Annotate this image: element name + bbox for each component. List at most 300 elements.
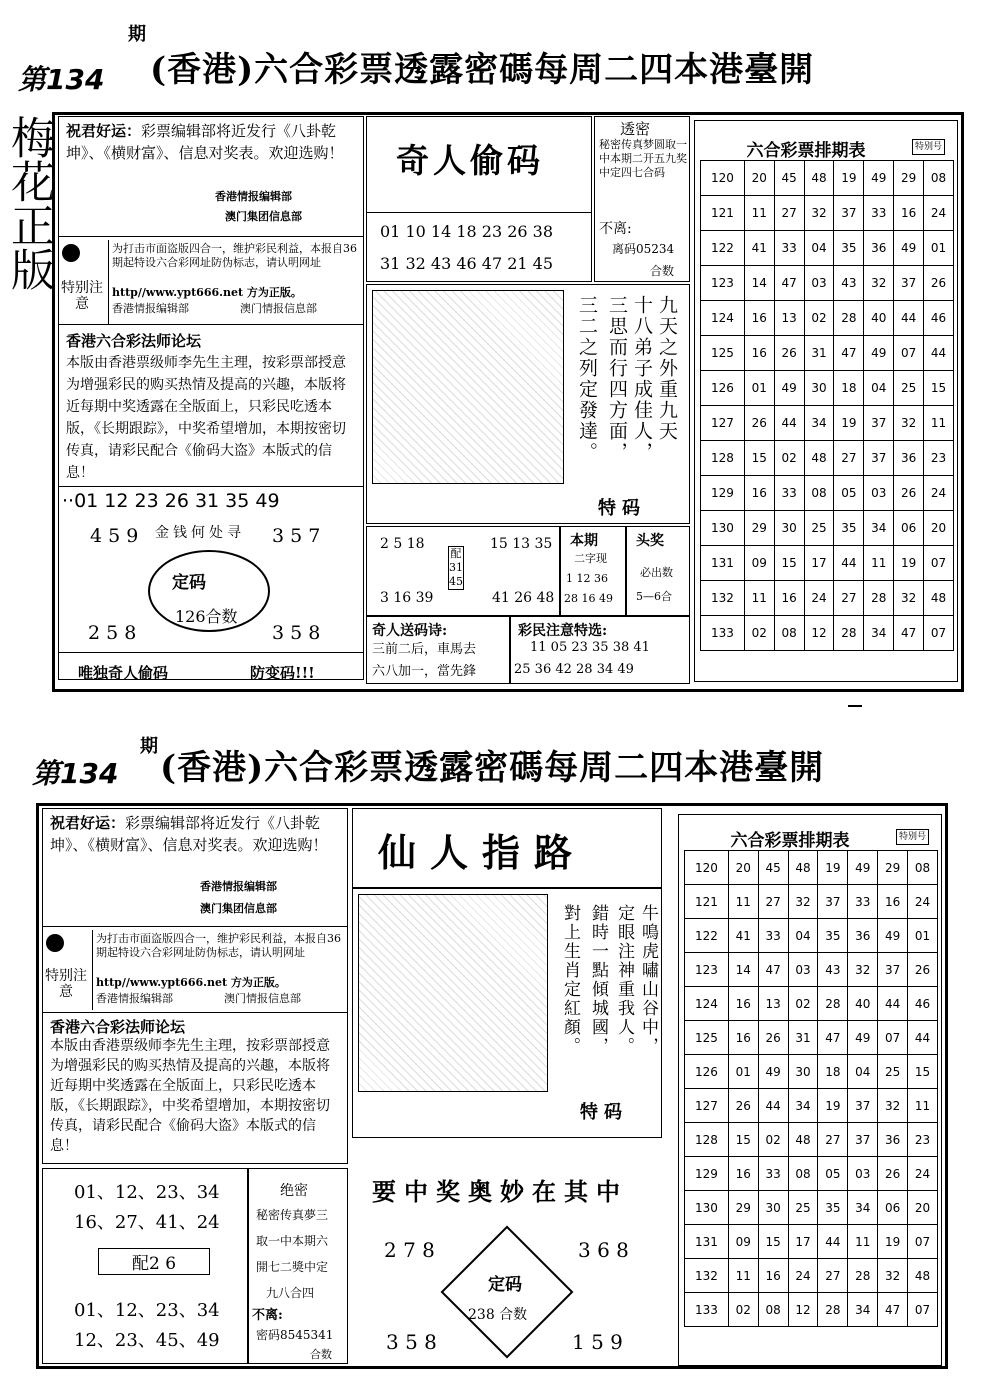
schedule-number-cell: 19 xyxy=(834,161,864,196)
schedule-number-cell: 24 xyxy=(908,1157,938,1191)
schedule-number-cell: 15 xyxy=(908,1055,938,1089)
schedule-number-cell: 35 xyxy=(818,919,848,953)
schedule-number-cell: 07 xyxy=(924,616,954,651)
songma-line-1: 三前二后，車馬去 xyxy=(372,642,477,657)
schedule-number-cell: 46 xyxy=(924,301,954,336)
schedule-row xyxy=(685,1055,938,1089)
schedule-issue-cell: 128 xyxy=(701,441,745,476)
schedule-table-2 xyxy=(684,850,938,1327)
schedule-number-cell: 49 xyxy=(894,231,924,266)
schedule-number-cell: 24 xyxy=(788,1259,818,1293)
notice-text: 为打击市面盗版四合一，维护彩民利益，本报自36期起特设六合彩网址防伪标志，请认明网址 xyxy=(112,242,357,269)
schedule-number-cell: 24 xyxy=(804,581,834,616)
schedule-number-cell: 41 xyxy=(728,919,758,953)
schedule-number-cell: 16 xyxy=(728,1157,758,1191)
schedule-number-cell: 24 xyxy=(908,885,938,919)
schedule-number-cell: 01 xyxy=(908,919,938,953)
schedule-number-cell: 30 xyxy=(758,1191,788,1225)
schedule-number-cell: 49 xyxy=(864,161,894,196)
schedule-number-cell: 02 xyxy=(744,616,774,651)
schedule-number-cell: 48 xyxy=(788,1123,818,1157)
schedule-number-cell: 27 xyxy=(834,441,864,476)
schedule-number-cell: 11 xyxy=(848,1225,878,1259)
poem-col-3: 三思而行四方面， xyxy=(606,295,628,463)
schedule-number-cell: 34 xyxy=(804,406,834,441)
schedule-number-cell: 48 xyxy=(804,441,834,476)
schedule-issue-cell: 120 xyxy=(701,161,745,196)
ding-ma-1: 定码 xyxy=(172,573,206,593)
schedule-issue-cell: 129 xyxy=(701,476,745,511)
schedule-number-cell: 08 xyxy=(788,1157,818,1191)
schedule-number-cell: 37 xyxy=(848,1123,878,1157)
schedule-number-cell: 26 xyxy=(758,1021,788,1055)
schedule-issue-cell: 126 xyxy=(701,371,745,406)
schedule-number-cell: 16 xyxy=(744,476,774,511)
schedule-number-cell: 31 xyxy=(788,1021,818,1055)
schedule-row xyxy=(685,1259,938,1293)
schedule-number-cell: 19 xyxy=(894,546,924,581)
schedule-number-cell: 14 xyxy=(728,953,758,987)
schedule-row xyxy=(701,336,954,371)
schedule-number-cell: 33 xyxy=(758,919,788,953)
schedule-number-cell: 32 xyxy=(788,885,818,919)
songma-title: 奇人送码诗: xyxy=(372,623,448,639)
nums-b-2: 12、23、45、49 xyxy=(74,1330,220,1351)
schedule-row xyxy=(701,406,954,441)
schedule-number-cell: 16 xyxy=(894,196,924,231)
schedule-number-cell: 02 xyxy=(774,441,804,476)
schedule-number-cell: 04 xyxy=(788,919,818,953)
schedule-number-cell: 47 xyxy=(818,1021,848,1055)
schedule-number-cell: 11 xyxy=(744,196,774,231)
headline-top: (香港)六合彩票透露密碼每周二四本港臺開 xyxy=(150,50,815,90)
poem2-col-3: 錯時一點傾城國， xyxy=(588,904,608,1056)
schedule-row xyxy=(701,511,954,546)
schedule-number-cell: 11 xyxy=(744,581,774,616)
schedule-number-cell: 30 xyxy=(804,371,834,406)
schedule-number-cell: 44 xyxy=(758,1089,788,1123)
schedule-number-cell: 05 xyxy=(834,476,864,511)
schedule-issue-cell: 130 xyxy=(685,1191,729,1225)
songma-line-2: 六八加一，當先鋒 xyxy=(372,664,477,679)
ben-qi-nums-2: 28 16 49 xyxy=(564,592,613,605)
schedule-number-cell: 34 xyxy=(864,616,894,651)
schedule-row xyxy=(685,885,938,919)
schedule-number-cell: 47 xyxy=(758,953,788,987)
forum-title-2: 香港六合彩法师论坛 xyxy=(50,1018,186,1036)
schedule-number-cell: 44 xyxy=(908,1021,938,1055)
schedule-number-cell: 34 xyxy=(848,1293,878,1327)
schedule-row xyxy=(685,1089,938,1123)
center-nums-1: 01 10 14 18 23 26 38 xyxy=(380,222,554,241)
schedule-row xyxy=(685,851,938,885)
schedule-issue-cell: 126 xyxy=(685,1055,729,1089)
notice-url-2: http//www.ypt666.net 方为正版。 xyxy=(96,976,286,989)
pair-left-bottom: 3 16 39 xyxy=(380,590,434,606)
schedule-row xyxy=(685,1157,938,1191)
schedule-number-cell: 07 xyxy=(908,1293,938,1327)
schedule-row xyxy=(685,987,938,1021)
schedule-number-cell: 17 xyxy=(788,1225,818,1259)
schedule-row xyxy=(701,581,954,616)
dept-1: 香港情报编辑部 xyxy=(215,190,292,203)
schedule-number-cell: 33 xyxy=(848,885,878,919)
schedule-number-cell: 04 xyxy=(804,231,834,266)
schedule-number-cell: 16 xyxy=(728,987,758,1021)
schedule-issue-cell: 131 xyxy=(685,1225,729,1259)
schedule-row xyxy=(685,1191,938,1225)
schedule-number-cell: 13 xyxy=(758,987,788,1021)
schedule-number-cell: 11 xyxy=(908,1089,938,1123)
greeting-block-2 xyxy=(50,812,342,856)
schedule-number-cell: 36 xyxy=(878,1123,908,1157)
footer-2: 防变码!!! xyxy=(250,664,315,682)
schedule-number-cell: 47 xyxy=(894,616,924,651)
nums-a-2: 16、27、41、24 xyxy=(74,1212,220,1233)
schedule-number-cell: 35 xyxy=(818,1191,848,1225)
pair-left-top: 2 5 18 xyxy=(380,536,425,552)
schedule-number-cell: 44 xyxy=(924,336,954,371)
schedule-number-cell: 03 xyxy=(864,476,894,511)
schedule-title-2: 六合彩票排期表 xyxy=(730,831,850,851)
schedule-number-cell: 48 xyxy=(804,161,834,196)
greeting-block xyxy=(66,120,358,164)
schedule-issue-cell: 122 xyxy=(701,231,745,266)
schedule-number-cell: 49 xyxy=(774,371,804,406)
notice-label-2: 特别注意 xyxy=(45,968,87,1000)
schedule-number-cell: 26 xyxy=(908,953,938,987)
jue-mi-line-4: 九八合四 xyxy=(266,1286,315,1300)
poem-col-2: 十八弟子成佳人， xyxy=(631,295,653,463)
pair-right-bottom: 41 26 48 xyxy=(492,590,555,606)
schedule-row xyxy=(701,161,954,196)
schedule-number-cell: 01 xyxy=(728,1055,758,1089)
schedule-row xyxy=(701,441,954,476)
schedule-number-cell: 07 xyxy=(878,1021,908,1055)
schedule-number-cell: 47 xyxy=(774,266,804,301)
arc-text-1: 金钱何处寻 xyxy=(155,525,245,541)
nums-b-1: 01、12、23、34 xyxy=(74,1300,220,1321)
schedule-issue-cell: 124 xyxy=(701,301,745,336)
schedule-number-cell: 25 xyxy=(804,511,834,546)
schedule-number-cell: 49 xyxy=(758,1055,788,1089)
schedule-number-cell: 16 xyxy=(744,336,774,371)
schedule-number-cell: 19 xyxy=(834,406,864,441)
he-shu-small-1: 合数 xyxy=(650,264,675,278)
center-title-1: 奇人偷码 xyxy=(396,141,544,180)
schedule-number-cell: 37 xyxy=(894,266,924,301)
ben-qi: 本期 xyxy=(570,533,598,549)
greeting-text-2: 彩票编辑部将近发行《八卦乾坤》、《横财富》、信息对奖表。欢迎选购！ xyxy=(50,814,328,854)
schedule-number-cell: 27 xyxy=(818,1123,848,1157)
schedule-number-cell: 28 xyxy=(848,1259,878,1293)
schedule-row xyxy=(701,476,954,511)
schedule-issue-cell: 123 xyxy=(685,953,729,987)
dept-1-b: 香港情报编辑部 xyxy=(200,880,277,893)
schedule-issue-cell: 129 xyxy=(685,1157,729,1191)
bu-li-2: 不离: xyxy=(252,1308,283,1323)
schedule-number-cell: 26 xyxy=(894,476,924,511)
schedule-number-cell: 19 xyxy=(878,1225,908,1259)
schedule-number-cell: 24 xyxy=(924,476,954,511)
schedule-number-cell: 31 xyxy=(804,336,834,371)
p2-right-top: 3 6 8 xyxy=(578,1238,629,1262)
schedule-issue-cell: 132 xyxy=(701,581,745,616)
forum-text: 本版由香港票级师李先生主理，按彩票部授意为增强彩民的购买热情及提高的兴趣，本版将近每期中奖透露在全版面上，只彩民吃透本版，《长期跟踪》，中奖希望增加，本期按密切传真，请彩民配合《偷码大盗》本版式的信息！ xyxy=(66,355,346,481)
bomb-icon xyxy=(62,244,80,262)
schedule-number-cell: 19 xyxy=(818,1089,848,1123)
te-ma-1: 特码 xyxy=(598,498,646,519)
schedule-number-cell: 15 xyxy=(774,546,804,581)
schedule-number-cell: 09 xyxy=(728,1225,758,1259)
schedule-number-cell: 34 xyxy=(864,511,894,546)
schedule-number-cell: 15 xyxy=(758,1225,788,1259)
schedule-issue-cell: 123 xyxy=(701,266,745,301)
schedule-number-cell: 35 xyxy=(834,231,864,266)
schedule-number-cell: 32 xyxy=(804,196,834,231)
ben-qi-nums-1: 1 12 36 xyxy=(566,572,608,585)
schedule-number-cell: 29 xyxy=(894,161,924,196)
schedule-tag-1: 特别号 xyxy=(912,139,945,155)
notice-footer-2: 澳门情报信息部 xyxy=(240,302,317,315)
schedule-number-cell: 45 xyxy=(758,851,788,885)
schedule-number-cell: 44 xyxy=(834,546,864,581)
schedule-number-cell: 03 xyxy=(804,266,834,301)
schedule-number-cell: 02 xyxy=(758,1123,788,1157)
pei-box: 配2 6 xyxy=(98,1248,210,1275)
schedule-row xyxy=(685,1021,938,1055)
issue-number-bottom: 第134 xyxy=(32,757,119,790)
schedule-number-cell: 35 xyxy=(834,511,864,546)
schedule-number-cell: 43 xyxy=(834,266,864,301)
schedule-number-cell: 44 xyxy=(878,987,908,1021)
schedule-number-cell: 28 xyxy=(834,301,864,336)
schedule-number-cell: 02 xyxy=(804,301,834,336)
greeting-text: 彩票编辑部将近发行《八卦乾坤》、《横财富》、信息对奖表。欢迎选购！ xyxy=(66,122,344,162)
schedule-number-cell: 26 xyxy=(878,1157,908,1191)
bomb-icon-2 xyxy=(46,934,64,952)
schedule-number-cell: 47 xyxy=(878,1293,908,1327)
sage-illustration-1 xyxy=(372,290,564,484)
schedule-number-cell: 09 xyxy=(744,546,774,581)
schedule-number-cell: 20 xyxy=(924,511,954,546)
schedule-number-cell: 49 xyxy=(848,1021,878,1055)
arc-text-2: 要中奖奥妙在其中 xyxy=(372,1177,628,1206)
schedule-issue-cell: 132 xyxy=(685,1259,729,1293)
schedule-number-cell: 04 xyxy=(848,1055,878,1089)
schedule-number-cell: 26 xyxy=(728,1089,758,1123)
schedule-number-cell: 36 xyxy=(864,231,894,266)
schedule-number-cell: 27 xyxy=(774,196,804,231)
schedule-number-cell: 32 xyxy=(864,266,894,301)
schedule-number-cell: 33 xyxy=(758,1157,788,1191)
numbers-row: ··01 12 23 26 31 35 49 xyxy=(62,490,280,512)
schedule-number-cell: 32 xyxy=(878,1089,908,1123)
schedule-issue-cell: 133 xyxy=(701,616,745,651)
headline-bottom: (香港)六合彩票透露密碼每周二四本港臺開 xyxy=(160,748,825,788)
notice-footer-1: 香港情报编辑部 xyxy=(112,302,189,315)
schedule-number-cell: 16 xyxy=(728,1021,758,1055)
schedule-number-cell: 18 xyxy=(818,1055,848,1089)
schedule-number-cell: 25 xyxy=(878,1055,908,1089)
li-ma: 离码05234 xyxy=(612,242,675,256)
sage-illustration-2 xyxy=(358,894,548,1092)
schedule-number-cell: 01 xyxy=(924,231,954,266)
schedule-row xyxy=(701,616,954,651)
schedule-number-cell: 01 xyxy=(744,371,774,406)
left-bottom-nums: 2 5 8 xyxy=(88,622,137,644)
schedule-issue-cell: 125 xyxy=(685,1021,729,1055)
schedule-tag-2: 特别号 xyxy=(896,829,929,845)
schedule-issue-cell: 120 xyxy=(685,851,729,885)
jue-mi-title: 绝密 xyxy=(280,1183,308,1199)
he-shu-1: 126合数 xyxy=(175,607,238,626)
schedule-issue-cell: 124 xyxy=(685,987,729,1021)
schedule-number-cell: 06 xyxy=(894,511,924,546)
schedule-number-cell: 08 xyxy=(774,616,804,651)
schedule-number-cell: 03 xyxy=(848,1157,878,1191)
schedule-number-cell: 11 xyxy=(728,885,758,919)
schedule-issue-cell: 127 xyxy=(685,1089,729,1123)
pair-right-top: 15 13 35 xyxy=(490,536,553,552)
schedule-issue-cell: 130 xyxy=(701,511,745,546)
schedule-row xyxy=(685,1293,938,1327)
schedule-number-cell: 28 xyxy=(864,581,894,616)
schedule-number-cell: 20 xyxy=(744,161,774,196)
schedule-issue-cell: 122 xyxy=(685,919,729,953)
ding-ma-2: 定码 xyxy=(488,1275,522,1295)
schedule-table-1 xyxy=(700,160,954,651)
schedule-number-cell: 37 xyxy=(878,953,908,987)
tou-mi-text: 秘密传真梦圆取一中本期二开五九奖中定四七合码 xyxy=(599,138,687,179)
schedule-number-cell: 16 xyxy=(878,885,908,919)
schedule-number-cell: 49 xyxy=(848,851,878,885)
schedule-row xyxy=(685,1123,938,1157)
schedule-number-cell: 15 xyxy=(744,441,774,476)
schedule-row xyxy=(685,919,938,953)
schedule-number-cell: 45 xyxy=(774,161,804,196)
schedule-number-cell: 44 xyxy=(774,406,804,441)
schedule-number-cell: 04 xyxy=(864,371,894,406)
schedule-number-cell: 08 xyxy=(924,161,954,196)
tou-jiang: 头奖 xyxy=(636,533,664,549)
schedule-number-cell: 37 xyxy=(834,196,864,231)
schedule-number-cell: 30 xyxy=(774,511,804,546)
schedule-number-cell: 07 xyxy=(908,1225,938,1259)
schedule-row xyxy=(701,301,954,336)
schedule-row xyxy=(701,266,954,301)
schedule-row xyxy=(685,1225,938,1259)
schedule-row xyxy=(701,546,954,581)
schedule-number-cell: 16 xyxy=(758,1259,788,1293)
greeting-title: 祝君好运： xyxy=(66,122,142,140)
schedule-number-cell: 32 xyxy=(894,581,924,616)
schedule-number-cell: 34 xyxy=(848,1191,878,1225)
schedule-number-cell: 41 xyxy=(744,231,774,266)
mi-ma: 密码8545341 xyxy=(256,1328,334,1342)
schedule-number-cell: 16 xyxy=(744,301,774,336)
schedule-number-cell: 48 xyxy=(924,581,954,616)
center-title-2: 仙人指路 xyxy=(378,830,587,875)
schedule-number-cell: 37 xyxy=(848,1089,878,1123)
he-shu-2: 238 合数 xyxy=(468,1307,528,1323)
schedule-number-cell: 20 xyxy=(728,851,758,885)
poem2-col-1: 牛鳴虎嘯山谷中， xyxy=(638,904,658,1056)
schedule-number-cell: 15 xyxy=(924,371,954,406)
notice-footer-1-b: 香港情报编辑部 xyxy=(96,992,173,1005)
schedule-number-cell: 08 xyxy=(758,1293,788,1327)
schedule-number-cell: 07 xyxy=(924,546,954,581)
schedule-number-cell: 02 xyxy=(788,987,818,1021)
schedule-number-cell: 16 xyxy=(774,581,804,616)
bi-chu: 必出数 xyxy=(640,566,673,579)
schedule-number-cell: 28 xyxy=(834,616,864,651)
schedule-number-cell: 19 xyxy=(818,851,848,885)
schedule-number-cell: 20 xyxy=(908,1191,938,1225)
issue-qi-top: 期 xyxy=(128,24,146,45)
schedule-number-cell: 49 xyxy=(864,336,894,371)
dept-2-b: 澳门集团信息部 xyxy=(200,902,277,915)
caimin-line-1: 11 05 23 35 38 41 xyxy=(530,640,650,655)
dept-2: 澳门集团信息部 xyxy=(225,210,302,223)
schedule-number-cell: 44 xyxy=(894,301,924,336)
notice-label: 特别注意 xyxy=(61,280,103,312)
schedule-number-cell: 29 xyxy=(744,511,774,546)
schedule-number-cell: 06 xyxy=(878,1191,908,1225)
schedule-number-cell: 12 xyxy=(804,616,834,651)
schedule-number-cell: 27 xyxy=(834,581,864,616)
schedule-number-cell: 24 xyxy=(924,196,954,231)
schedule-number-cell: 23 xyxy=(908,1123,938,1157)
schedule-number-cell: 36 xyxy=(848,919,878,953)
bu-li-1: 不离: xyxy=(599,221,632,237)
schedule-number-cell: 47 xyxy=(834,336,864,371)
schedule-number-cell: 17 xyxy=(804,546,834,581)
schedule-number-cell: 08 xyxy=(804,476,834,511)
p2-left-bottom: 3 5 8 xyxy=(386,1330,437,1354)
schedule-number-cell: 23 xyxy=(924,441,954,476)
footer-1: 唯独奇人偷码 xyxy=(78,664,169,682)
schedule-number-cell: 25 xyxy=(894,371,924,406)
schedule-number-cell: 32 xyxy=(878,1259,908,1293)
schedule-number-cell: 07 xyxy=(894,336,924,371)
schedule-number-cell: 48 xyxy=(788,851,818,885)
schedule-number-cell: 15 xyxy=(728,1123,758,1157)
schedule-number-cell: 37 xyxy=(818,885,848,919)
schedule-number-cell: 30 xyxy=(788,1055,818,1089)
schedule-number-cell: 14 xyxy=(744,266,774,301)
schedule-issue-cell: 133 xyxy=(685,1293,729,1327)
poem2-col-2: 定眼注神重我人。 xyxy=(614,904,634,1056)
schedule-number-cell: 11 xyxy=(924,406,954,441)
tou-mi-title: 透密 xyxy=(620,120,651,138)
schedule-issue-cell: 131 xyxy=(701,546,745,581)
schedule-number-cell: 03 xyxy=(788,953,818,987)
forum-title: 香港六合彩法师论坛 xyxy=(66,332,202,350)
tou-jiang-nums: 5—6合 xyxy=(636,590,672,603)
forum-text-2: 本版由香港票级师李先生主理，按彩票部授意为增强彩民的购买热情及提高的兴趣，本版将近每期中奖透露在全版面上，只彩民吃透本版，《长期跟踪》，中奖希望增加，本期按密切传真，请彩民配合《偷码大盗》本版式的信息！ xyxy=(50,1038,330,1154)
schedule-number-cell: 36 xyxy=(894,441,924,476)
schedule-number-cell: 28 xyxy=(818,1293,848,1327)
greeting-title-2: 祝君好运： xyxy=(50,814,126,832)
schedule-number-cell: 37 xyxy=(864,406,894,441)
te-ma-2: 特码 xyxy=(580,1102,628,1123)
p2-left-top: 2 7 8 xyxy=(384,1238,435,1262)
pair-mid: 配31 45 xyxy=(449,547,463,588)
schedule-number-cell: 26 xyxy=(924,266,954,301)
schedule-issue-cell: 128 xyxy=(685,1123,729,1157)
right-top-nums: 3 5 7 xyxy=(272,525,321,547)
